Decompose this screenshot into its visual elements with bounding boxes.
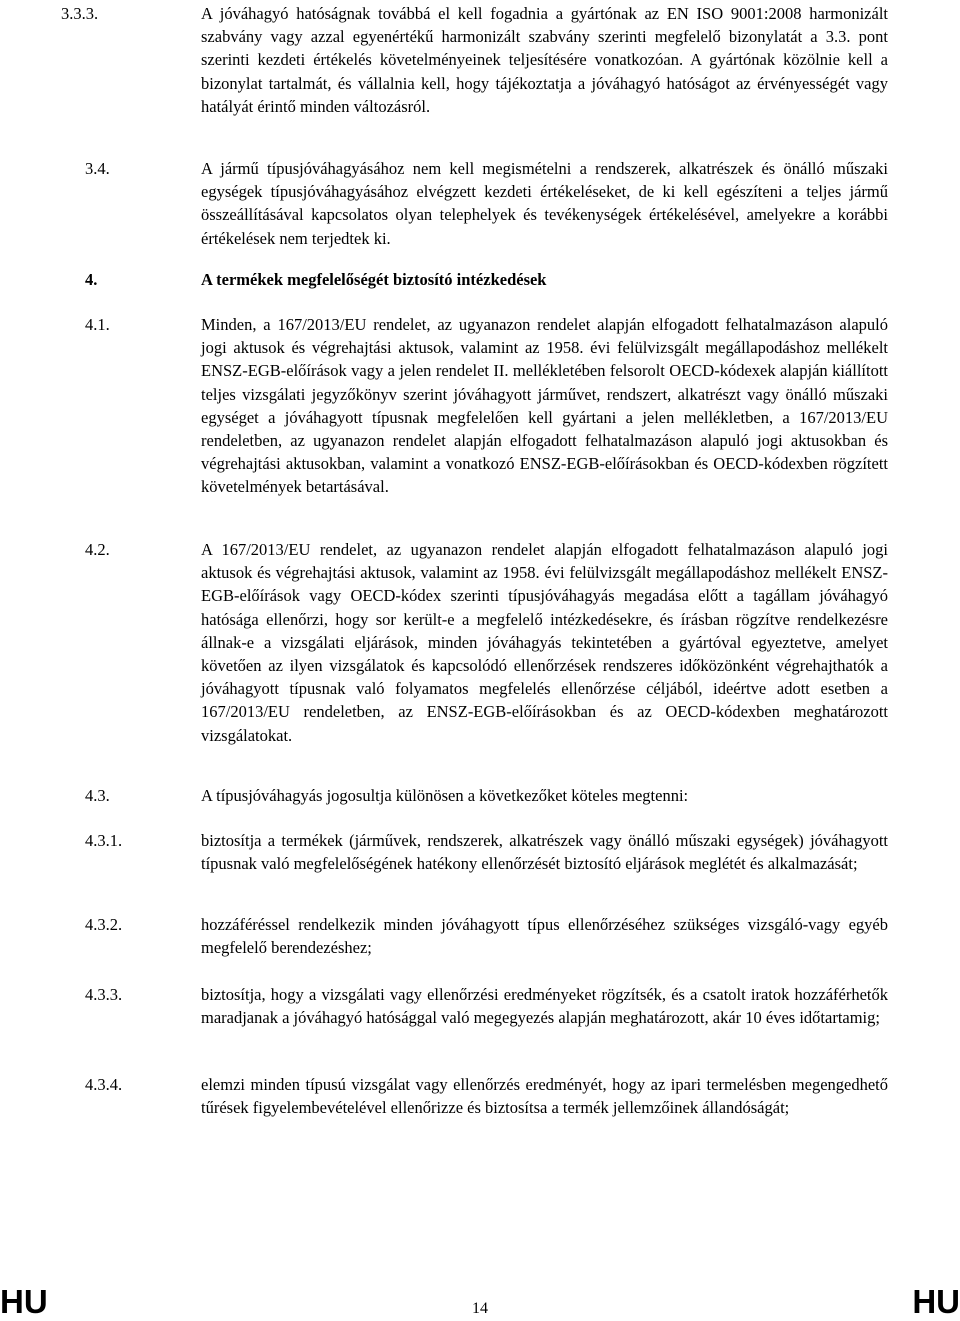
section-text: A jóváhagyó hatóságnak továbbá el kell fogadnia a gyártónak az EN ISO 9001:2008 harmonizált szabvány vagy azzal egyenértékű harmonizált szabvány szerinti megfelelő bizonylatát a 3.3. pont szerinti kezdeti értékelés követelményeinek teljesítésére vonatkozóan. A gyártónak közölnie kell a bizonylat tartalmát, és vállalnia kell, hogy tájékoztatja a jóváhagyó hatóságot az érvényességét vagy hatályát érintő minden változásról. — [201, 4, 888, 116]
section-number: 3.4. — [85, 159, 110, 178]
section-number: 4.3.2. — [85, 915, 123, 934]
section-number: 4.3.3. — [85, 985, 123, 1004]
section-text: hozzáféréssel rendelkezik minden jóváhagyott típus ellenőrzéséhez szükséges vizsgáló-vagy egyéb megfelelő berendezéshez; — [201, 915, 888, 958]
section-number: 4.3.1. — [85, 831, 123, 850]
section-text: A típusjóváhagyás jogosultja különösen a következőket köteles megtenni: — [201, 786, 689, 805]
section-text: biztosítja, hogy a vizsgálati vagy ellenőrzési eredményeket rögzítsék, és a csatolt iratok hozzáférhetők maradjanak a jóváhagyó hatósággal való megegyezés alapján meghatározott, akár 10 éves időtartamig; — [201, 985, 888, 1028]
section-text: elemzi minden típusú vizsgálat vagy ellenőrzés eredményét, hogy az ipari termelésben megengedhető tűrések figyelembevételével ellenőrizze és biztosítsa a termék jellemzőinek állandóságát; — [201, 1075, 888, 1118]
section-number: 4.2. — [85, 540, 110, 559]
section-number: 4.1. — [85, 315, 110, 334]
footer-language-label-right: HU — [912, 1283, 960, 1320]
section-number: 4. — [85, 270, 98, 289]
section-text: Minden, a 167/2013/EU rendelet, az ugyanazon rendelet alapján elfogadott felhatalmazáson alapuló jogi aktusok és végrehajtási aktusok, valamint az 1958. évi felülvizsgált megállapodáshoz mellékelt ENSZ-EGB-előírások vagy a jelen rendelet II. mellékletében felsorolt OECD-kódexek alapján kiállított teljes vizsgálati jegyzőkönyv szerint jóváhagyott járművet, rendszert, alkatrészt vagy önálló műszaki egységet a jóváhagyott típusnak megfelelően kell gyártani a jelen mellékletben, a 167/2013/EU rendeletben, az ugyanazon rendelet alapján elfogadott felhatalmazáson alapuló jogi aktusokban és végrehajtási aktusokban, valamint a vonatkozó ENSZ-EGB-előírásokban és OECD-kódexben rögzített követelmények betartásával. — [201, 315, 888, 497]
section-text: A jármű típusjóváhagyásához nem kell megismételni a rendszerek, alkatrészek és önálló műszaki egységek típusjóváhagyásához elvégzett kezdeti értékeléseket, de ki kell egészíteni a teljes jármű összeállításával kapcsolatos olyan telephelyek és tevékenységek értékelésével, amelyekre a korábbi értékelések nem terjedtek ki. — [201, 159, 888, 248]
page-number: 14 — [472, 1300, 488, 1317]
section-text: biztosítja a termékek (járművek, rendszerek, alkatrészek vagy önálló műszaki egységek) jóváhagyott típusnak való megfelelőségének hatékony ellenőrzését biztosító eljárások meglétét és alkalmazását; — [201, 831, 888, 874]
footer-language-label-left: HU — [0, 1283, 48, 1320]
section-number: 4.3. — [85, 786, 110, 805]
section-number: 4.3.4. — [85, 1075, 123, 1094]
section-text: A 167/2013/EU rendelet, az ugyanazon rendelet alapján elfogadott felhatalmazáson alapuló jogi aktusok és végrehajtási aktusok, valamint az 1958. évi felülvizsgált megállapodáshoz mellékelt ENSZ-EGB-előírások vagy OECD-kódex szerinti típusjóváhagyás megadása előtt a tagállam jóváhagyó hatósága ellenőrzi, hogy sor került-e a megfelelő intézkedésekre, és írásban rögzítve rendelkezésre állnak-e a vizsgálati eljárások, minden jóváhagyás tekintetében a gyártóval egyeztetve, amelyet követően az ilyen vizsgálatok és kapcsolódó ellenőrzések rendszeres időközönként végrehajthatók a jóváhagyott típusnak való folyamatos megfelelés ellenőrzése céljából, ideértve adott esetben a 167/2013/EU rendeletben, az ENSZ-EGB-előírásokban és az OECD-kódexben meghatározott vizsgálatokat. — [201, 540, 888, 745]
section-number: 3.3.3. — [61, 4, 99, 23]
section-heading: A termékek megfelelőségét biztosító intézkedések — [201, 270, 547, 289]
